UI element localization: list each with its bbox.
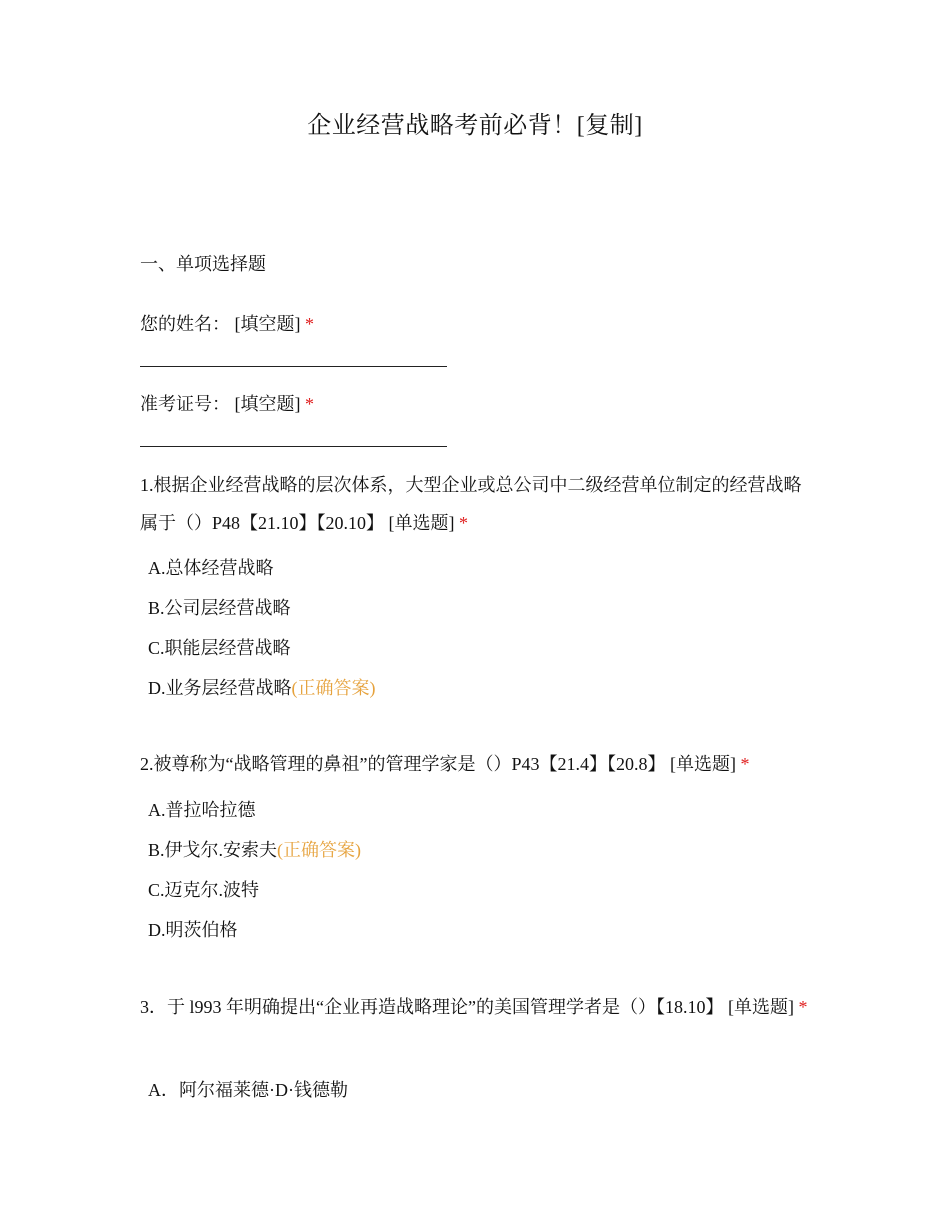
required-mark: *	[459, 513, 469, 533]
question-type: [单选题]	[388, 513, 455, 533]
option-text: A.总体经营战略	[148, 558, 274, 578]
question-label: 您的姓名：	[140, 314, 230, 334]
option-text: A．阿尔福莱德·D·钱德勒	[148, 1080, 348, 1100]
exam-id-answer-line[interactable]	[140, 446, 447, 447]
question-1	[140, 466, 810, 542]
question-text: 2.被尊称为“战略管理的鼻祖”的管理学家是（）P43【21.4】【20.8】	[140, 754, 666, 774]
question-text: 3．于 l993 年明确提出“企业再造战略理论”的美国管理学者是（）【18.10】	[140, 997, 724, 1017]
question-3	[140, 988, 810, 1026]
option-text: D.明茨伯格	[148, 920, 238, 940]
question-2	[140, 745, 810, 783]
question-label: 准考证号：	[140, 394, 230, 414]
option-text: C.迈克尔.波特	[148, 880, 260, 900]
section-heading: 一、单项选择题	[140, 254, 266, 274]
question-type: [填空题]	[234, 314, 301, 334]
option-item[interactable]	[148, 674, 376, 702]
option-item[interactable]	[148, 1076, 348, 1104]
option-item[interactable]	[148, 554, 274, 582]
page-title: 企业经营战略考前必背！[复制]	[307, 113, 643, 139]
name-question	[140, 305, 810, 343]
question-type: [单选题]	[727, 997, 794, 1017]
option-item[interactable]	[148, 836, 361, 864]
option-text: B.伊戈尔.安索夫	[148, 840, 278, 860]
option-item[interactable]	[148, 916, 238, 944]
correct-answer-tag: (正确答案)	[291, 678, 376, 698]
correct-answer-tag: (正确答案)	[277, 840, 362, 860]
required-mark: *	[798, 997, 808, 1017]
option-text: D.业务层经营战略	[148, 678, 292, 698]
option-item[interactable]	[148, 594, 291, 622]
question-type: [单选题]	[670, 754, 736, 774]
option-text: B.公司层经营战略	[148, 598, 291, 618]
option-text: A.普拉哈拉德	[148, 800, 256, 820]
option-item[interactable]	[148, 876, 259, 904]
question-text: 1.根据企业经营战略的层次体系，大型企业或总公司中二级经营单位制定的经营战略属于（）P48【21.10】【20.10】	[140, 475, 802, 533]
name-answer-line[interactable]	[140, 366, 447, 367]
question-type: [填空题]	[234, 394, 301, 414]
option-item[interactable]	[148, 796, 256, 824]
exam-id-question	[140, 385, 810, 423]
required-mark: *	[740, 754, 750, 774]
option-item[interactable]	[148, 634, 291, 662]
required-mark: *	[305, 314, 314, 334]
required-mark: *	[305, 394, 314, 414]
option-text: C.职能层经营战略	[148, 638, 291, 658]
